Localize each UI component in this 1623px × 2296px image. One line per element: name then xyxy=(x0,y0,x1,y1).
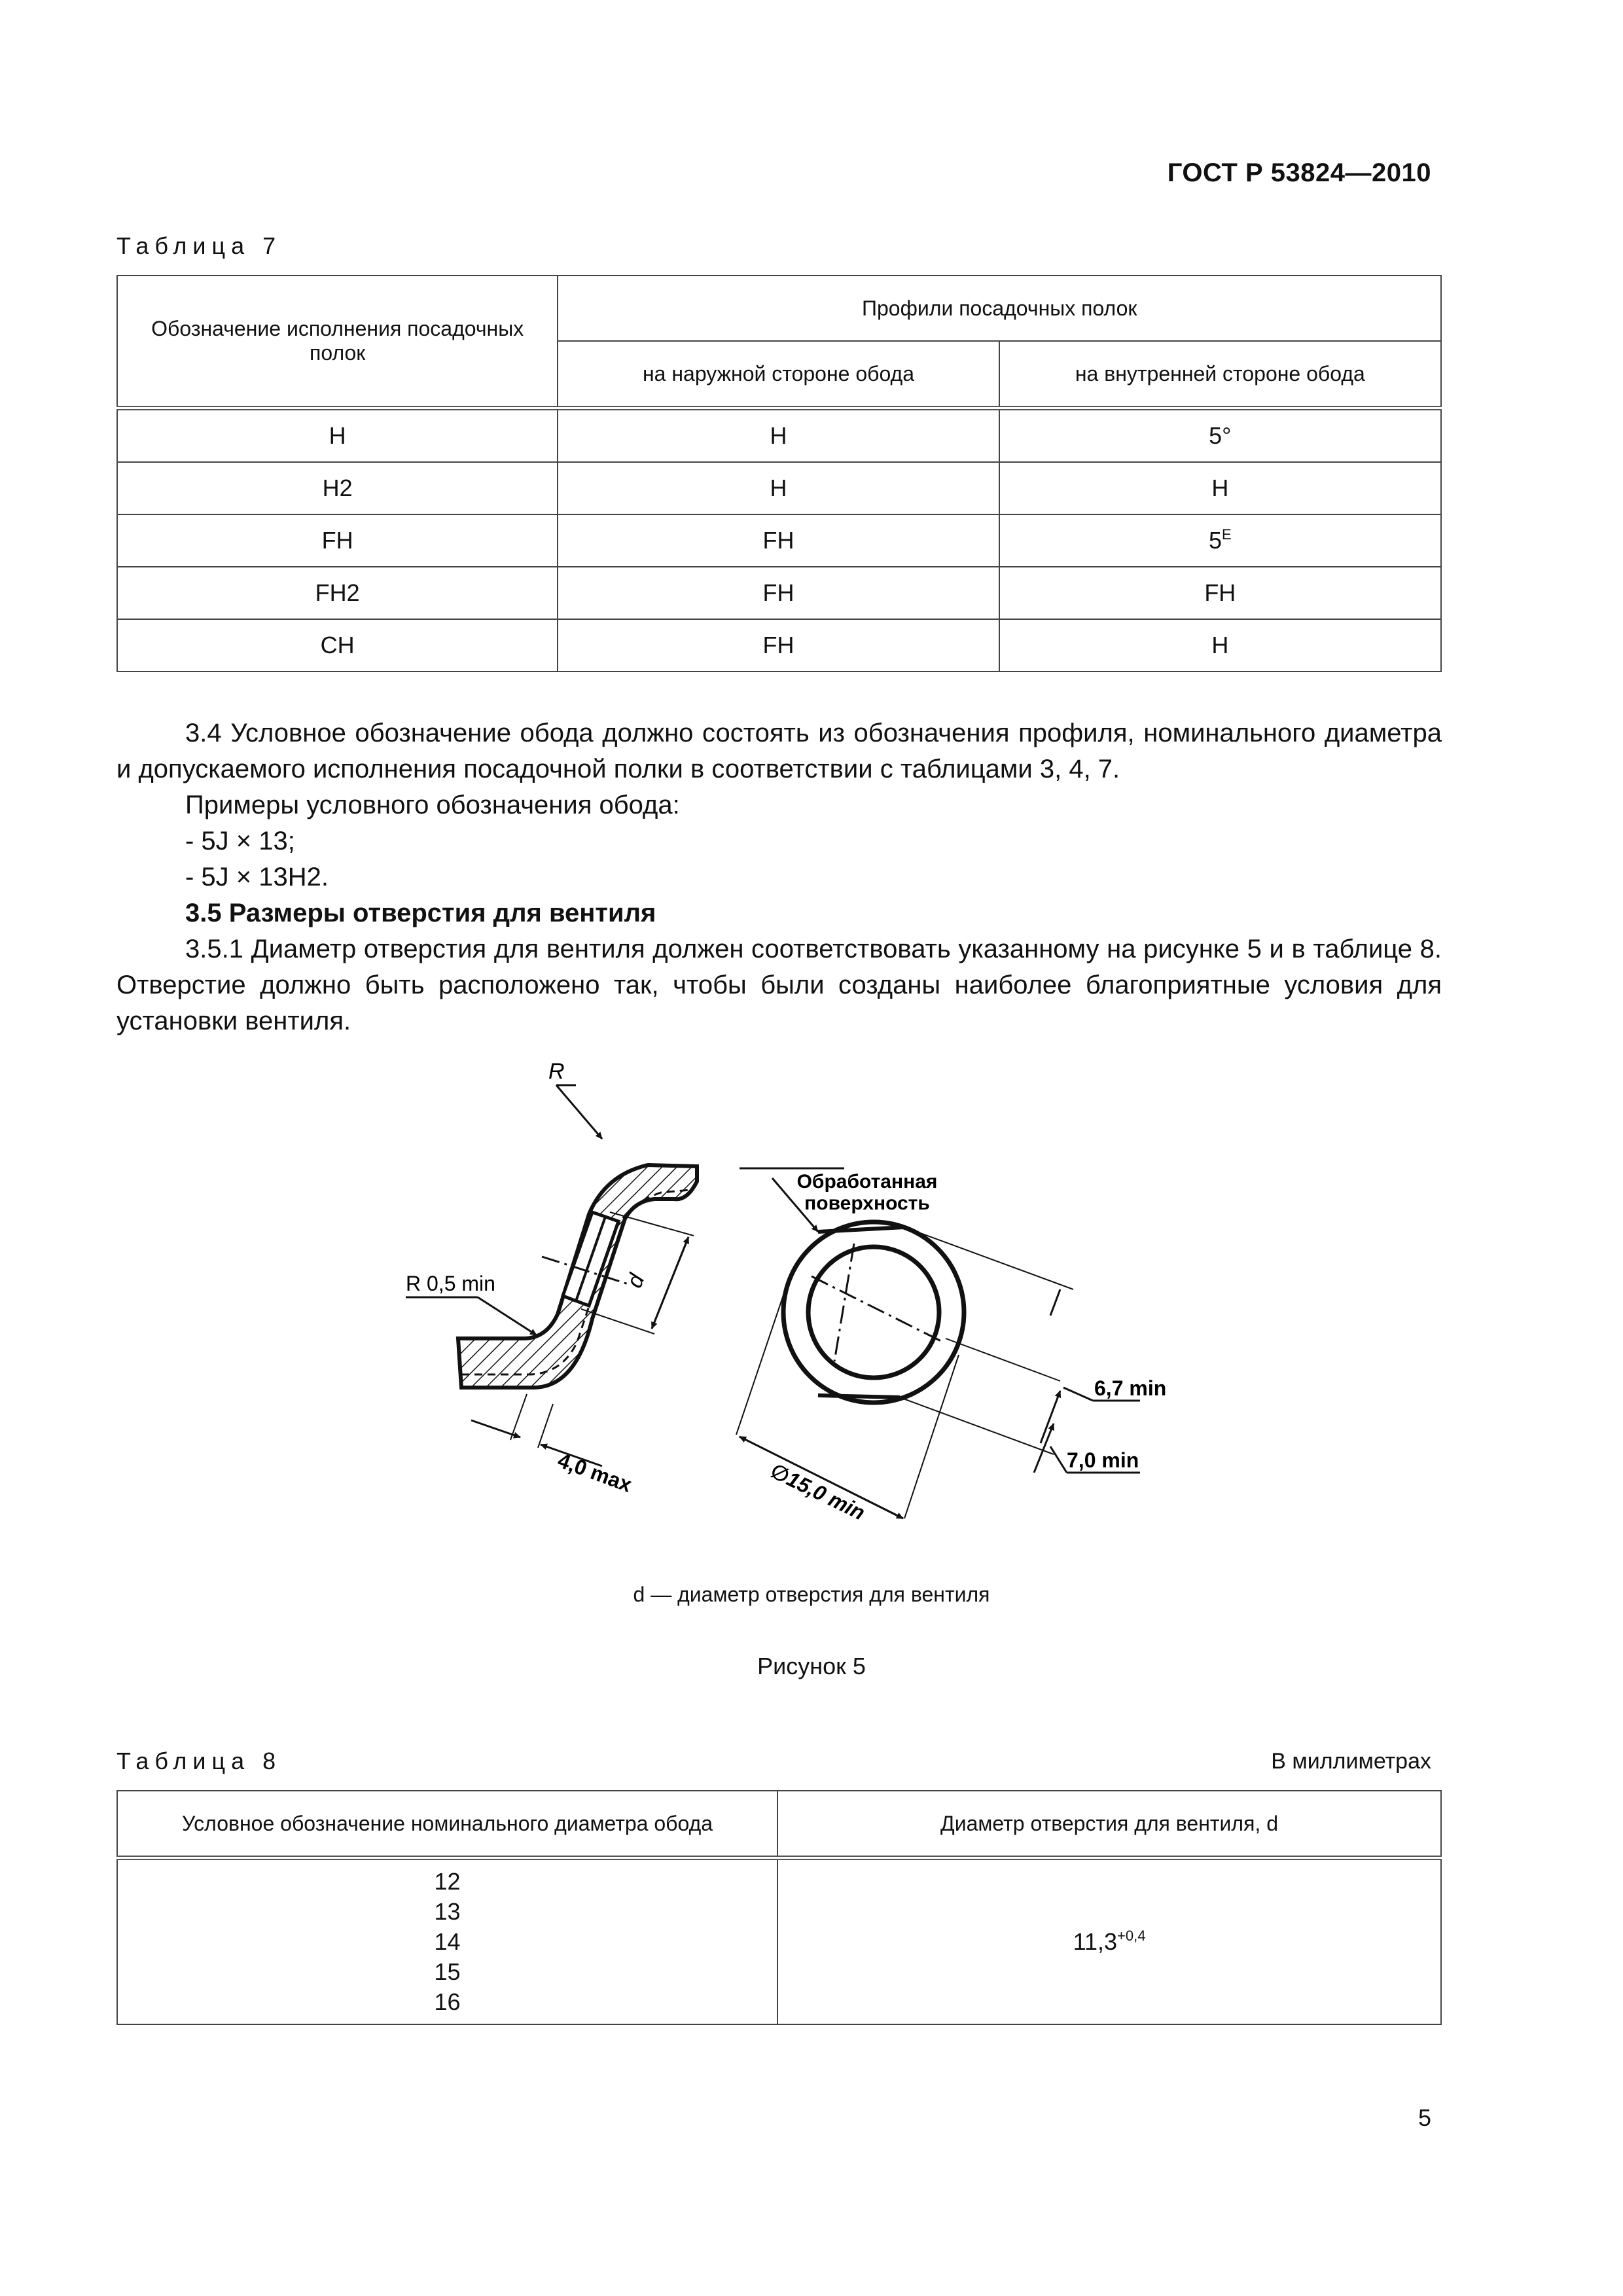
table-row xyxy=(117,514,1441,567)
table-7 xyxy=(116,275,1442,672)
hole-view xyxy=(736,1168,1166,1524)
figure-5-legend: d — диаметр отверстия для вентиля xyxy=(633,1583,990,1606)
paragraph-3-5-1: 3.5.1 Диаметр отверстия для вентиля должен соответствовать указанному на рисунке 5 и в таблице 8. Отверстие должно быть расположено так, чтобы были созданы наиболее благоприятные условия для установки вентиля. xyxy=(116,935,1442,1035)
diameter-value: 16 xyxy=(434,1988,461,2015)
diameter-value: 13 xyxy=(434,1898,461,1925)
t7-cell: FH2 xyxy=(117,567,558,619)
label-15-0-min: ∅15,0 min xyxy=(766,1458,869,1525)
t7-cell: $5^E$ xyxy=(999,514,1441,567)
label-6-7-min: 6,7 min xyxy=(1094,1376,1167,1400)
rim-section xyxy=(406,1059,697,1497)
t8-hole-cell: $11,3^{+0,4}$ xyxy=(777,1858,1441,2025)
t8-col1-header: Условное обозначение номинального диаметра обода xyxy=(117,1791,777,1858)
diameter-value: 15 xyxy=(434,1958,461,1985)
table-row xyxy=(117,462,1441,514)
t7-group-header: Профили посадочных полок xyxy=(558,276,1441,341)
page-number: 5 xyxy=(1418,2104,1431,2131)
figure-5-drawing xyxy=(366,1047,1217,1558)
label-d: d xyxy=(622,1270,650,1291)
example-2: - 5J × 13H2. xyxy=(185,863,329,891)
table-row xyxy=(117,567,1441,619)
t7-cell: H xyxy=(117,408,558,463)
document-code: ГОСТ Р 53824—2010 xyxy=(1167,158,1431,187)
t7-cell: 5° xyxy=(999,408,1441,463)
t7-cell: FH xyxy=(558,619,999,672)
label-machined-1: Обработанная xyxy=(796,1171,938,1193)
t7-cell: FH xyxy=(117,514,558,567)
label-4-0-max: 4,0 max xyxy=(554,1448,635,1497)
t7-cell: H xyxy=(999,619,1441,672)
label-7-0-min: 7,0 min xyxy=(1067,1448,1139,1472)
examples-intro: Примеры условного обозначения обода: xyxy=(185,791,680,819)
diameter-value: 14 xyxy=(434,1928,461,1955)
t7-cell: FH xyxy=(558,514,999,567)
t8-col2-header: Диаметр отверстия для вентиля, d xyxy=(777,1791,1441,1858)
t7-cell: FH xyxy=(558,567,999,619)
t7-cell: H xyxy=(558,462,999,514)
table-8 xyxy=(116,1790,1442,2025)
label-machined-2: поверхность xyxy=(804,1193,930,1214)
table-row xyxy=(117,1858,1441,2025)
table-row xyxy=(117,619,1441,672)
diameter-value: 12 xyxy=(434,1868,461,1895)
table-row xyxy=(117,408,1441,463)
t7-cell: CH xyxy=(117,619,558,672)
example-1: - 5J × 13; xyxy=(185,827,295,855)
label-r: R xyxy=(548,1059,565,1084)
t7-cell: H2 xyxy=(117,462,558,514)
paragraph-3-4: 3.4 Условное обозначение обода должно состоять из обозначения профиля, номинального диаметра и допускаемого исполнения посадочной полки в соответствии с таблицами 3, 4, 7. xyxy=(116,719,1442,783)
table7-caption: Таблица 7 xyxy=(116,232,282,259)
table8-units: В миллиметрах xyxy=(1271,1749,1431,1774)
t7-col1-header: Обозначение исполнения посадочных полок xyxy=(117,276,558,408)
figure-5-title: Рисунок 5 xyxy=(757,1653,866,1679)
t7-cell: FH xyxy=(999,567,1441,619)
t7-sub2-header: на внутренней стороне обода xyxy=(999,341,1441,408)
t8-diameters-cell xyxy=(117,1858,777,2025)
label-r05-min: R 0,5 min xyxy=(406,1272,495,1295)
section-3-5-heading: 3.5 Размеры отверстия для вентиля xyxy=(185,899,656,927)
t7-cell: H xyxy=(999,462,1441,514)
t7-sub1-header: на наружной стороне обода xyxy=(558,341,999,408)
table8-caption: Таблица 8 xyxy=(116,1748,282,1774)
t7-cell: H xyxy=(558,408,999,463)
